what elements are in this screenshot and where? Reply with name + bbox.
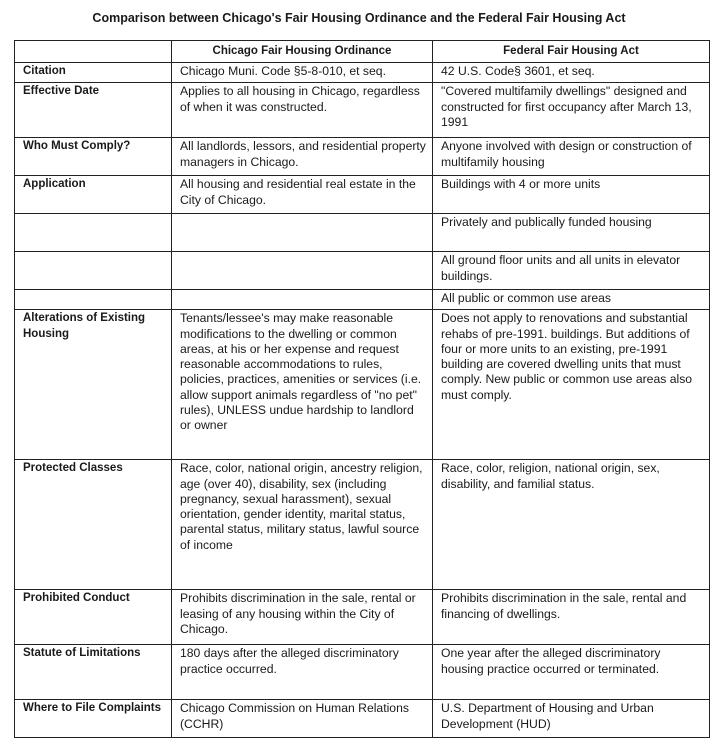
federal-cell: Anyone involved with design or construction of multifamily housing: [433, 138, 710, 176]
row-label: Statute of Limitations: [15, 645, 172, 700]
row-label: [15, 214, 172, 252]
row-label: Citation: [15, 63, 172, 83]
table-row: [15, 310, 710, 460]
federal-cell: One year after the alleged discriminatory housing practice occurred or terminated.: [433, 645, 710, 700]
federal-cell: U.S. Department of Housing and Urban Development (HUD): [433, 700, 710, 738]
chicago-cell: All landlords, lessors, and residential property managers in Chicago.: [172, 138, 433, 176]
comparison-table: [14, 40, 710, 738]
table-row: [15, 176, 710, 214]
table-row: [15, 700, 710, 738]
table-row: [15, 83, 710, 138]
chicago-cell: [172, 252, 433, 290]
row-label: Who Must Comply?: [15, 138, 172, 176]
chicago-cell: 180 days after the alleged discriminatory practice occurred.: [172, 645, 433, 700]
federal-cell: "Covered multifamily dwellings" designed and constructed for first occupancy after March 13, 1991: [433, 83, 710, 138]
chicago-cell: All housing and residential real estate in the City of Chicago.: [172, 176, 433, 214]
row-label: [15, 290, 172, 310]
table-row: [15, 290, 710, 310]
table-row: [15, 138, 710, 176]
row-label: Prohibited Conduct: [15, 590, 172, 645]
header-federal: Federal Fair Housing Act: [433, 41, 710, 63]
chicago-cell: Chicago Commission on Human Relations (CCHR): [172, 700, 433, 738]
federal-cell: All ground floor units and all units in elevator buildings.: [433, 252, 710, 290]
header-chicago: Chicago Fair Housing Ordinance: [172, 41, 433, 63]
table-row: [15, 460, 710, 590]
federal-cell: 42 U.S. Code§ 3601, et seq.: [433, 63, 710, 83]
federal-cell: All public or common use areas: [433, 290, 710, 310]
chicago-cell: [172, 214, 433, 252]
federal-cell: Race, color, religion, national origin, sex, disability, and familial status.: [433, 460, 710, 590]
header-label-column: [15, 41, 172, 63]
row-label: Alterations of Existing Housing: [15, 310, 172, 460]
table-row: [15, 252, 710, 290]
chicago-cell: Applies to all housing in Chicago, regardless of when it was constructed.: [172, 83, 433, 138]
federal-cell: Buildings with 4 or more units: [433, 176, 710, 214]
table-row: [15, 645, 710, 700]
chicago-cell: Tenants/lessee's may make reasonable modifications to the dwelling or common areas, at his or her expense and request reasonable accommodations to rules, policies, practices, amenities or services (i.e. allow support animals regardless of "no pet" rules), UNLESS undue hardship to landlord or owner: [172, 310, 433, 460]
chicago-cell: Chicago Muni. Code §5-8-010, et seq.: [172, 63, 433, 83]
row-label: Protected Classes: [15, 460, 172, 590]
table-row: [15, 63, 710, 83]
chicago-cell: [172, 290, 433, 310]
page-title: Comparison between Chicago's Fair Housing Ordinance and the Federal Fair Housing Act: [92, 11, 626, 25]
row-label: Application: [15, 176, 172, 214]
chicago-cell: Prohibits discrimination in the sale, rental or leasing of any housing within the City of Chicago.: [172, 590, 433, 645]
federal-cell: Privately and publically funded housing: [433, 214, 710, 252]
table-row: [15, 214, 710, 252]
chicago-cell: Race, color, national origin, ancestry religion, age (over 40), disability, sex (including pregnancy, sexual harassment), sexual orientation, gender identity, marital status, parental status, military status, lawful source of income: [172, 460, 433, 590]
federal-cell: Does not apply to renovations and substantial rehabs of pre-1991. buildings. But additions of four or more units to an existing, pre-1991 building are covered dwelling units that must comply. New public or common use areas also must comply.: [433, 310, 710, 460]
row-label: [15, 252, 172, 290]
table-header-row: [15, 41, 710, 63]
row-label: Where to File Complaints: [15, 700, 172, 738]
table-row: [15, 590, 710, 645]
row-label: Effective Date: [15, 83, 172, 138]
federal-cell: Prohibits discrimination in the sale, rental and financing of dwellings.: [433, 590, 710, 645]
